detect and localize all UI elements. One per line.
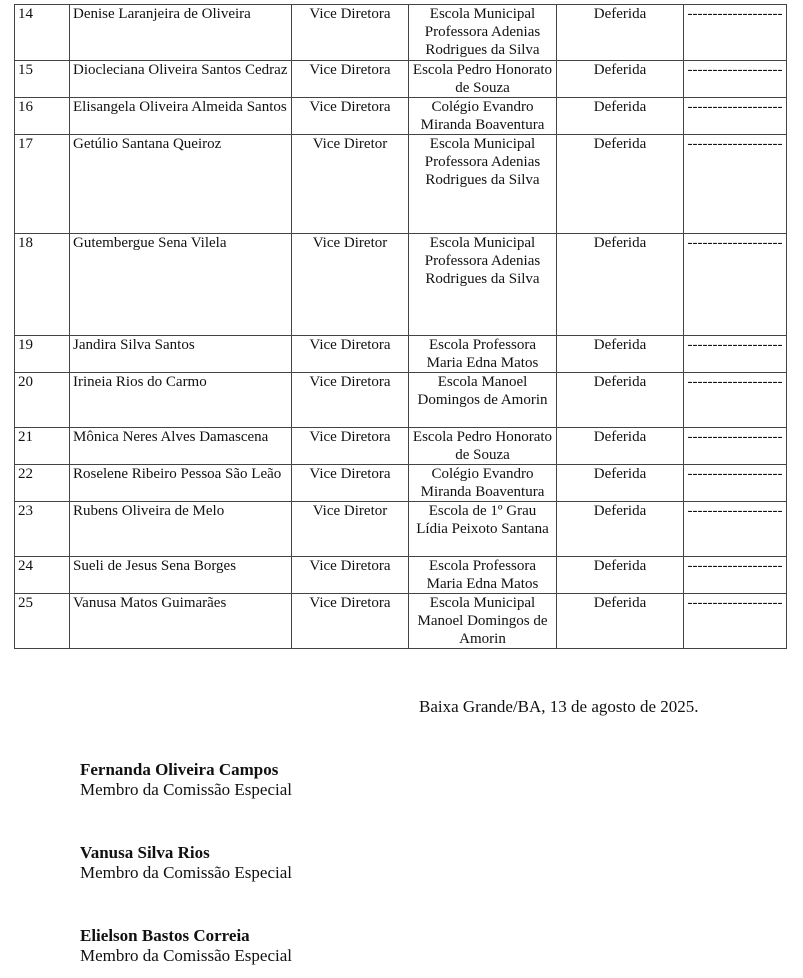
candidate-role: Vice Diretora: [292, 557, 409, 594]
candidate-name: Diocleciana Oliveira Santos Cedraz: [70, 61, 292, 98]
status-value: Deferida: [557, 98, 684, 135]
observation-value: -------------------: [684, 61, 787, 98]
table-row: [15, 135, 787, 234]
signature-block: [80, 760, 292, 800]
school-name: Escola Pedro Honorato de Souza: [409, 61, 557, 98]
row-number: 22: [15, 465, 70, 502]
table-row: [15, 336, 787, 373]
status-value: Deferida: [557, 502, 684, 557]
row-number: 21: [15, 428, 70, 465]
observation-value: -------------------: [684, 465, 787, 502]
signer-role: Membro da Comissão Especial: [80, 863, 292, 882]
table-row: [15, 98, 787, 135]
observation-value: -------------------: [684, 373, 787, 428]
candidate-role: Vice Diretora: [292, 428, 409, 465]
row-number: 18: [15, 234, 70, 336]
candidate-name: Vanusa Matos Guimarães: [70, 594, 292, 649]
observation-value: -------------------: [684, 135, 787, 234]
school-name: Colégio Evandro Miranda Boaventura: [409, 465, 557, 502]
observation-value: -------------------: [684, 557, 787, 594]
candidate-name: Irineia Rios do Carmo: [70, 373, 292, 428]
candidate-role: Vice Diretora: [292, 5, 409, 61]
school-name: Colégio Evandro Miranda Boaventura: [409, 98, 557, 135]
candidate-name: Jandira Silva Santos: [70, 336, 292, 373]
row-number: 20: [15, 373, 70, 428]
observation-value: -------------------: [684, 428, 787, 465]
row-number: 25: [15, 594, 70, 649]
signer-name: Elielson Bastos Correia: [80, 926, 250, 945]
row-number: 24: [15, 557, 70, 594]
table-row: [15, 5, 787, 61]
row-number: 16: [15, 98, 70, 135]
status-value: Deferida: [557, 234, 684, 336]
school-name: Escola de 1º Grau Lídia Peixoto Santana: [409, 502, 557, 557]
candidate-role: Vice Diretora: [292, 336, 409, 373]
candidate-role: Vice Diretora: [292, 373, 409, 428]
observation-value: -------------------: [684, 5, 787, 61]
table-row: [15, 557, 787, 594]
row-number: 14: [15, 5, 70, 61]
observation-value: -------------------: [684, 502, 787, 557]
row-number: 23: [15, 502, 70, 557]
signer-role: Membro da Comissão Especial: [80, 780, 292, 799]
candidate-role: Vice Diretor: [292, 234, 409, 336]
observation-value: -------------------: [684, 336, 787, 373]
table-row: [15, 428, 787, 465]
candidate-name: Getúlio Santana Queiroz: [70, 135, 292, 234]
school-name: Escola Municipal Professora Adenias Rodrigues da Silva: [409, 234, 557, 336]
status-value: Deferida: [557, 594, 684, 649]
signature-block: [80, 926, 292, 966]
signature-block: [80, 843, 292, 883]
table-row: [15, 61, 787, 98]
row-number: 19: [15, 336, 70, 373]
candidate-name: Denise Laranjeira de Oliveira: [70, 5, 292, 61]
table-row: [15, 502, 787, 557]
status-value: Deferida: [557, 135, 684, 234]
status-value: Deferida: [557, 465, 684, 502]
status-value: Deferida: [557, 557, 684, 594]
status-value: Deferida: [557, 373, 684, 428]
status-value: Deferida: [557, 5, 684, 61]
candidate-name: Elisangela Oliveira Almeida Santos: [70, 98, 292, 135]
candidate-name: Mônica Neres Alves Damascena: [70, 428, 292, 465]
signer-role: Membro da Comissão Especial: [80, 946, 292, 965]
row-number: 15: [15, 61, 70, 98]
school-name: Escola Municipal Professora Adenias Rodrigues da Silva: [409, 135, 557, 234]
table-row: [15, 594, 787, 649]
place-and-date: Baixa Grande/BA, 13 de agosto de 2025.: [419, 697, 699, 716]
signer-name: Fernanda Oliveira Campos: [80, 760, 279, 779]
status-value: Deferida: [557, 428, 684, 465]
candidate-role: Vice Diretor: [292, 502, 409, 557]
school-name: Escola Professora Maria Edna Matos: [409, 557, 557, 594]
school-name: Escola Professora Maria Edna Matos: [409, 336, 557, 373]
observation-value: -------------------: [684, 98, 787, 135]
table-row: [15, 234, 787, 336]
observation-value: -------------------: [684, 234, 787, 336]
candidate-name: Rubens Oliveira de Melo: [70, 502, 292, 557]
candidate-role: Vice Diretora: [292, 98, 409, 135]
table-row: [15, 465, 787, 502]
school-name: Escola Manoel Domingos de Amorin: [409, 373, 557, 428]
results-table: [14, 4, 787, 649]
candidate-role: Vice Diretora: [292, 61, 409, 98]
row-number: 17: [15, 135, 70, 234]
candidate-name: Gutembergue Sena Vilela: [70, 234, 292, 336]
candidate-name: Sueli de Jesus Sena Borges: [70, 557, 292, 594]
signer-name: Vanusa Silva Rios: [80, 843, 210, 862]
school-name: Escola Pedro Honorato de Souza: [409, 428, 557, 465]
status-value: Deferida: [557, 61, 684, 98]
observation-value: -------------------: [684, 594, 787, 649]
candidate-role: Vice Diretora: [292, 465, 409, 502]
school-name: Escola Municipal Manoel Domingos de Amorin: [409, 594, 557, 649]
candidate-role: Vice Diretor: [292, 135, 409, 234]
school-name: Escola Municipal Professora Adenias Rodrigues da Silva: [409, 5, 557, 61]
status-value: Deferida: [557, 336, 684, 373]
candidate-role: Vice Diretora: [292, 594, 409, 649]
table-row: [15, 373, 787, 428]
candidate-name: Roselene Ribeiro Pessoa São Leão: [70, 465, 292, 502]
